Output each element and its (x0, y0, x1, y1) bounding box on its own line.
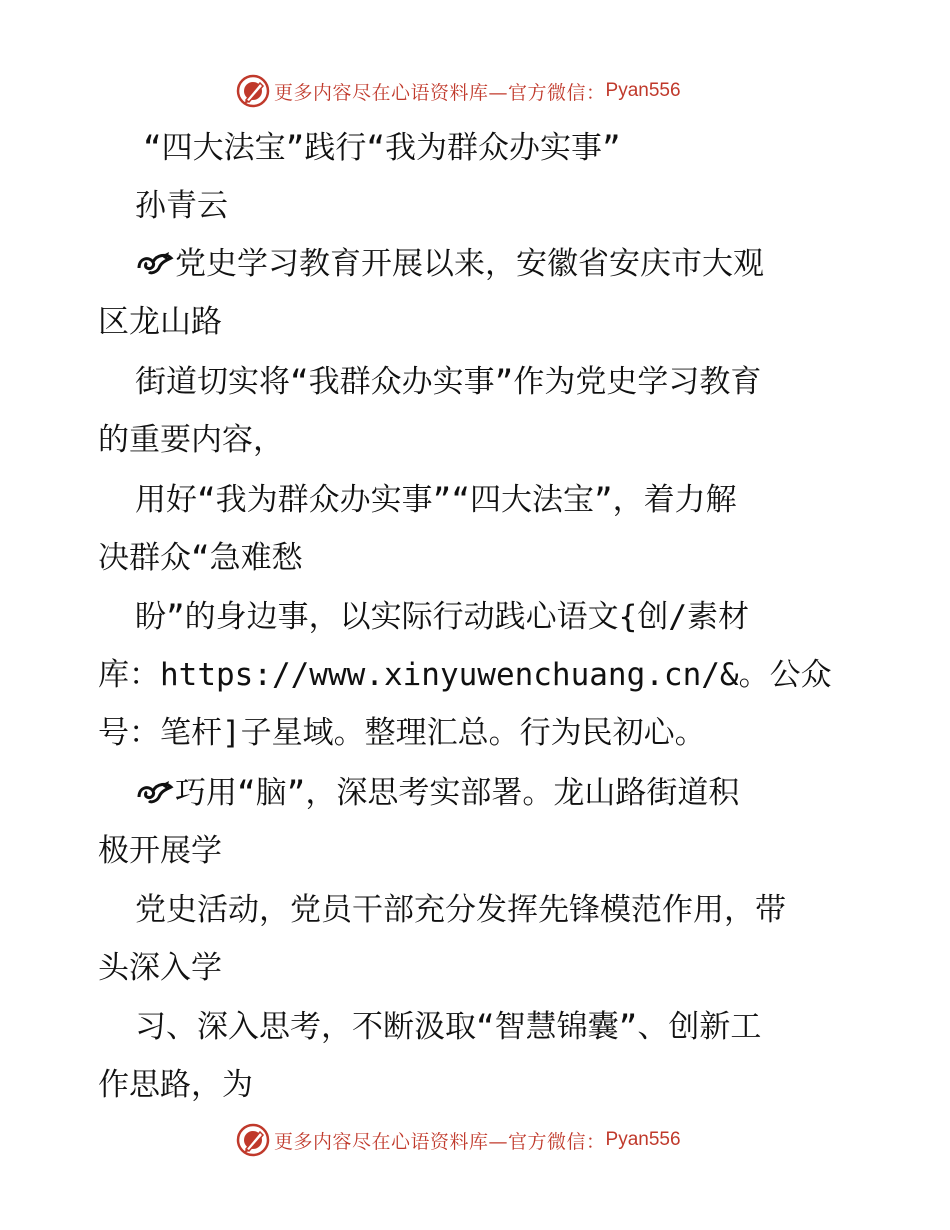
paragraph-line: 习、深入思考，不断汲取“智慧锦囊”、创新工 (135, 1009, 762, 1045)
header-banner-text: 更多内容尽在心语资料库—官方微信： (274, 81, 606, 104)
pen-seal-logo-icon (236, 1123, 270, 1157)
paragraph-line: 的重要内容， (98, 422, 284, 458)
paragraph-line (135, 773, 739, 813)
paragraph-text: 党史学习教育开展以来，安徽省安庆市大观 (175, 246, 764, 282)
paragraph-text: 巧用“脑”，深思考实部署。龙山路街道积 (175, 775, 740, 811)
paragraph-line: 作思路，为 (98, 1067, 253, 1103)
paragraph-line: 极开展学 (98, 833, 222, 869)
paragraph-line (135, 244, 764, 284)
paragraph-line: 决群众“急难愁 (98, 540, 303, 576)
footer-banner (236, 1121, 681, 1159)
pen-seal-logo-icon (236, 74, 270, 108)
fleuron-bullet-icon (135, 777, 175, 807)
fleuron-bullet-icon (135, 248, 175, 278)
article-title: “四大法宝”践行“我为群众办实事” (143, 130, 621, 166)
header-banner-handle: Pyan556 (605, 80, 681, 101)
paragraph-line: 区龙山路 (98, 304, 222, 340)
paragraph-line: 库：https://www.xinyuwenchuang.cn/&。公众 (98, 657, 832, 693)
footer-banner-handle: Pyan556 (605, 1129, 681, 1150)
header-banner (236, 72, 681, 110)
paragraph-line: 党史活动，党员干部充分发挥先锋模范作用，带 (135, 892, 786, 928)
paragraph-line: 盼”的身边事，以实际行动践心语文{创/素材 (135, 599, 749, 635)
paragraph-line: 用好“我为群众办实事”“四大法宝”，着力解 (135, 482, 737, 518)
paragraph-line: 头深入学 (98, 950, 222, 986)
paragraph-line: 街道切实将“我群众办实事”作为党史学习教育 (135, 364, 762, 400)
footer-banner-text: 更多内容尽在心语资料库—官方微信： (274, 1130, 606, 1153)
paragraph-line: 号：笔杆]子星域。整理汇总。行为民初心。 (98, 715, 706, 751)
article-author: 孙青云 (135, 188, 228, 224)
